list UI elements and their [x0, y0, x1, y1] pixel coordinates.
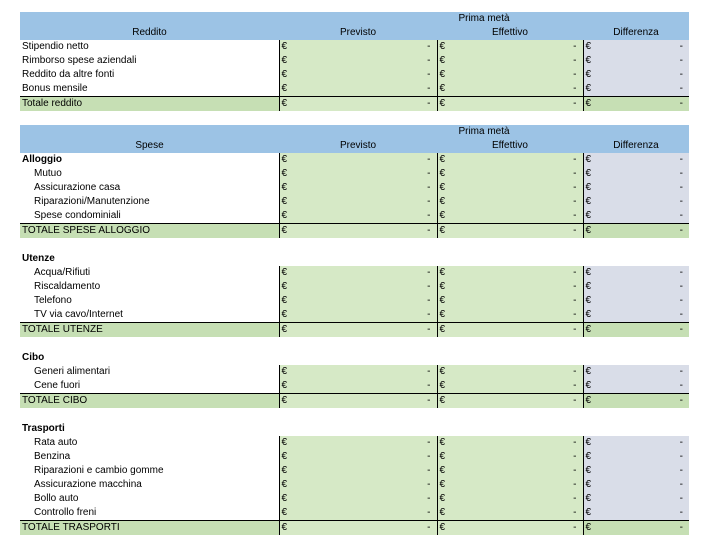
actual-currency-cell[interactable]: €	[437, 464, 449, 478]
planned-currency-cell[interactable]: €	[279, 195, 291, 209]
group-total-row	[20, 224, 689, 239]
column-diff-header: Differenza	[613, 27, 659, 38]
actual-value-cell[interactable]: -	[449, 308, 583, 323]
expense-row	[20, 492, 689, 506]
row-label: Rimborso spese aziendali	[22, 55, 137, 66]
diff-value-cell: -	[595, 492, 689, 506]
group-title-row	[20, 252, 689, 266]
spacer-cell	[20, 337, 689, 351]
empty-cell	[449, 422, 583, 436]
period-header: Prima metà	[458, 13, 510, 24]
planned-value-cell: -	[291, 521, 437, 536]
actual-currency-cell[interactable]: €	[437, 280, 449, 294]
expense-row	[20, 308, 689, 323]
diff-value-cell: -	[595, 68, 689, 82]
budget-spreadsheet	[20, 12, 688, 535]
row-label: Acqua/Rifiuti	[34, 267, 91, 278]
actual-currency-cell[interactable]: €	[437, 266, 449, 280]
diff-currency-cell: €	[583, 280, 595, 294]
planned-currency-cell[interactable]: €	[279, 181, 291, 195]
column-header-row	[20, 26, 689, 40]
actual-value-cell[interactable]: -	[449, 365, 583, 379]
diff-value-cell: -	[595, 521, 689, 536]
column-header-row	[20, 139, 689, 153]
planned-value-cell[interactable]: -	[291, 54, 437, 68]
expense-row	[20, 506, 689, 521]
actual-value-cell: -	[449, 323, 583, 338]
planned-currency-cell: €	[279, 97, 291, 112]
empty-cell	[437, 422, 449, 436]
planned-currency-cell[interactable]: €	[279, 209, 291, 224]
diff-value-cell: -	[595, 195, 689, 209]
column-actual-header: Effettivo	[492, 140, 528, 151]
planned-currency-cell[interactable]: €	[279, 294, 291, 308]
actual-value-cell[interactable]: -	[449, 379, 583, 394]
actual-value-cell[interactable]: -	[449, 209, 583, 224]
row-label: Rata auto	[34, 437, 78, 448]
row-label: Bollo auto	[34, 493, 79, 504]
diff-currency-cell: €	[583, 492, 595, 506]
diff-currency-cell: €	[583, 379, 595, 394]
diff-currency-cell: €	[583, 97, 595, 112]
diff-currency-cell: €	[583, 478, 595, 492]
expense-row	[20, 167, 689, 181]
planned-value-cell[interactable]: -	[291, 464, 437, 478]
diff-value-cell: -	[595, 40, 689, 54]
diff-currency-cell: €	[583, 521, 595, 536]
diff-value-cell: -	[595, 450, 689, 464]
actual-value-cell: -	[449, 521, 583, 536]
income-row	[20, 68, 689, 82]
diff-currency-cell: €	[583, 181, 595, 195]
empty-cell	[437, 351, 449, 365]
actual-currency-cell[interactable]: €	[437, 450, 449, 464]
row-label: Totale reddito	[20, 97, 279, 112]
income-row	[20, 40, 689, 54]
planned-value-cell[interactable]: -	[291, 478, 437, 492]
planned-currency-cell[interactable]: €	[279, 68, 291, 82]
empty-cell	[291, 351, 437, 365]
planned-currency-cell[interactable]: €	[279, 464, 291, 478]
diff-value-cell: -	[595, 167, 689, 181]
row-label: Assicurazione macchina	[34, 479, 142, 490]
row-label: Generi alimentari	[34, 366, 111, 377]
group-total-row	[20, 323, 689, 338]
group-title: Utenze	[22, 253, 55, 264]
empty-cell	[279, 252, 291, 266]
planned-currency-cell[interactable]: €	[279, 54, 291, 68]
diff-value-cell: -	[595, 308, 689, 323]
diff-value-cell: -	[595, 82, 689, 97]
empty-cell	[583, 351, 595, 365]
empty-cell	[279, 351, 291, 365]
empty-cell	[449, 252, 583, 266]
diff-value-cell: -	[595, 394, 689, 409]
planned-currency-cell[interactable]: €	[279, 308, 291, 323]
planned-value-cell: -	[291, 224, 437, 239]
expenses-table	[20, 125, 689, 535]
income-row	[20, 82, 689, 97]
expense-row	[20, 365, 689, 379]
actual-value-cell[interactable]: -	[449, 40, 583, 54]
diff-currency-cell: €	[583, 365, 595, 379]
empty-cell	[595, 422, 689, 436]
header-blank	[20, 12, 279, 26]
planned-value-cell[interactable]: -	[291, 40, 437, 54]
planned-value-cell[interactable]: -	[291, 167, 437, 181]
actual-value-cell[interactable]: -	[449, 436, 583, 450]
row-label: Riscaldamento	[34, 281, 101, 292]
planned-value-cell[interactable]: -	[291, 365, 437, 379]
group-title: Alloggio	[22, 154, 62, 165]
planned-currency-cell[interactable]: €	[279, 379, 291, 394]
expense-row	[20, 436, 689, 450]
diff-value-cell: -	[595, 436, 689, 450]
actual-currency-cell[interactable]: €	[437, 379, 449, 394]
actual-value-cell[interactable]: -	[449, 68, 583, 82]
actual-currency-cell: €	[437, 224, 449, 239]
period-header-row	[20, 12, 689, 26]
row-label: Benzina	[34, 451, 71, 462]
planned-currency-cell[interactable]: €	[279, 436, 291, 450]
planned-currency-cell: €	[279, 323, 291, 338]
planned-value-cell[interactable]: -	[291, 492, 437, 506]
diff-currency-cell: €	[583, 167, 595, 181]
diff-value-cell: -	[595, 464, 689, 478]
column-actual-header: Effettivo	[492, 27, 528, 38]
header-blank	[20, 125, 279, 139]
empty-cell	[595, 252, 689, 266]
income-row	[20, 54, 689, 68]
actual-value-cell[interactable]: -	[449, 153, 583, 167]
diff-currency-cell: €	[583, 82, 595, 97]
actual-currency-cell[interactable]: €	[437, 478, 449, 492]
actual-value-cell[interactable]: -	[449, 54, 583, 68]
actual-currency-cell[interactable]: €	[437, 436, 449, 450]
planned-value-cell[interactable]: -	[291, 82, 437, 97]
group-spacer	[20, 408, 689, 422]
actual-currency-cell[interactable]: €	[437, 181, 449, 195]
diff-currency-cell: €	[583, 308, 595, 323]
diff-currency-cell: €	[583, 506, 595, 521]
actual-value-cell[interactable]: -	[449, 464, 583, 478]
row-label: Controllo freni	[20, 506, 279, 521]
group-title: Trasporti	[22, 423, 65, 434]
actual-currency-cell[interactable]: €	[437, 40, 449, 54]
diff-currency-cell: €	[583, 450, 595, 464]
expense-row	[20, 379, 689, 394]
actual-currency-cell[interactable]: €	[437, 308, 449, 323]
group-title-row	[20, 351, 689, 365]
planned-value-cell: -	[291, 97, 437, 112]
row-label: Reddito da altre fonti	[22, 69, 115, 80]
row-label: Cene fuori	[20, 379, 279, 394]
actual-currency-cell[interactable]: €	[437, 153, 449, 167]
actual-currency-cell[interactable]: €	[437, 54, 449, 68]
diff-value-cell: -	[595, 280, 689, 294]
actual-value-cell[interactable]: -	[449, 167, 583, 181]
diff-currency-cell: €	[583, 436, 595, 450]
diff-currency-cell: €	[583, 68, 595, 82]
expense-row	[20, 464, 689, 478]
actual-value-cell[interactable]: -	[449, 266, 583, 280]
planned-value-cell[interactable]: -	[291, 379, 437, 394]
row-label: Riparazioni e cambio gomme	[34, 465, 164, 476]
planned-value-cell[interactable]: -	[291, 209, 437, 224]
planned-currency-cell[interactable]: €	[279, 478, 291, 492]
actual-currency-cell[interactable]: €	[437, 294, 449, 308]
expense-row	[20, 294, 689, 308]
group-title-row	[20, 153, 689, 167]
row-label: Bonus mensile	[20, 82, 279, 97]
diff-currency-cell: €	[583, 153, 595, 167]
row-label: Riparazioni/Manutenzione	[34, 196, 150, 207]
planned-value-cell[interactable]: -	[291, 195, 437, 209]
actual-currency-cell[interactable]: €	[437, 68, 449, 82]
planned-currency-cell[interactable]: €	[279, 153, 291, 167]
empty-cell	[449, 351, 583, 365]
planned-value-cell[interactable]: -	[291, 280, 437, 294]
diff-value-cell: -	[595, 181, 689, 195]
group-title-row	[20, 422, 689, 436]
diff-currency-cell: €	[583, 266, 595, 280]
actual-currency-cell[interactable]: €	[437, 492, 449, 506]
planned-value-cell[interactable]: -	[291, 68, 437, 82]
row-label: TOTALE SPESE ALLOGGIO	[20, 224, 279, 239]
period-header: Prima metà	[458, 126, 510, 137]
planned-currency-cell[interactable]: €	[279, 280, 291, 294]
actual-currency-cell[interactable]: €	[437, 195, 449, 209]
diff-currency-cell: €	[583, 294, 595, 308]
diff-value-cell: -	[595, 153, 689, 167]
diff-value-cell: -	[595, 506, 689, 521]
group-total-row	[20, 394, 689, 409]
diff-value-cell: -	[595, 294, 689, 308]
column-diff-header: Differenza	[613, 140, 659, 151]
actual-value-cell: -	[449, 224, 583, 239]
planned-value-cell[interactable]: -	[291, 450, 437, 464]
actual-currency-cell[interactable]: €	[437, 365, 449, 379]
actual-value-cell[interactable]: -	[449, 195, 583, 209]
group-spacer	[20, 238, 689, 252]
diff-value-cell: -	[595, 266, 689, 280]
row-label: Spese condominiali	[20, 209, 279, 224]
actual-value-cell[interactable]: -	[449, 506, 583, 521]
column-planned-header: Previsto	[339, 27, 377, 38]
spacer-cell	[20, 408, 689, 422]
period-header-row	[20, 125, 689, 139]
diff-value-cell: -	[595, 209, 689, 224]
planned-value-cell[interactable]: -	[291, 153, 437, 167]
actual-value-cell[interactable]: -	[449, 280, 583, 294]
planned-currency-cell[interactable]: €	[279, 82, 291, 97]
empty-cell	[583, 252, 595, 266]
income-total-row	[20, 97, 689, 112]
group-title: Cibo	[22, 352, 45, 363]
actual-currency-cell: €	[437, 394, 449, 409]
planned-currency-cell[interactable]: €	[279, 266, 291, 280]
diff-value-cell: -	[595, 323, 689, 338]
planned-value-cell: -	[291, 394, 437, 409]
planned-value-cell[interactable]: -	[291, 266, 437, 280]
actual-currency-cell: €	[437, 323, 449, 338]
planned-currency-cell[interactable]: €	[279, 492, 291, 506]
row-label: Mutuo	[34, 168, 62, 179]
actual-value-cell[interactable]: -	[449, 478, 583, 492]
group-total-row	[20, 521, 689, 536]
planned-value-cell[interactable]: -	[291, 294, 437, 308]
actual-currency-cell: €	[437, 521, 449, 536]
diff-currency-cell: €	[583, 40, 595, 54]
expense-row	[20, 181, 689, 195]
actual-value-cell: -	[449, 97, 583, 112]
planned-value-cell[interactable]: -	[291, 181, 437, 195]
planned-currency-cell: €	[279, 224, 291, 239]
column-planned-header: Previsto	[339, 140, 377, 151]
row-label: TOTALE CIBO	[20, 394, 279, 409]
diff-currency-cell: €	[583, 394, 595, 409]
planned-currency-cell: €	[279, 394, 291, 409]
row-label: Assicurazione casa	[34, 182, 121, 193]
diff-currency-cell: €	[583, 209, 595, 224]
actual-value-cell[interactable]: -	[449, 492, 583, 506]
diff-value-cell: -	[595, 97, 689, 112]
planned-value-cell[interactable]: -	[291, 436, 437, 450]
planned-currency-cell[interactable]: €	[279, 167, 291, 181]
planned-currency-cell[interactable]: €	[279, 450, 291, 464]
actual-value-cell[interactable]: -	[449, 181, 583, 195]
actual-currency-cell[interactable]: €	[437, 506, 449, 521]
actual-currency-cell[interactable]: €	[437, 209, 449, 224]
diff-currency-cell: €	[583, 54, 595, 68]
diff-value-cell: -	[595, 224, 689, 239]
expense-row	[20, 450, 689, 464]
row-label: Stipendio netto	[22, 41, 89, 52]
empty-cell	[291, 422, 437, 436]
expense-row	[20, 266, 689, 280]
diff-currency-cell: €	[583, 195, 595, 209]
actual-value-cell: -	[449, 394, 583, 409]
planned-currency-cell[interactable]: €	[279, 365, 291, 379]
diff-currency-cell: €	[583, 224, 595, 239]
empty-cell	[291, 252, 437, 266]
actual-currency-cell[interactable]: €	[437, 82, 449, 97]
empty-cell	[437, 252, 449, 266]
spacer-cell	[20, 238, 689, 252]
expense-row	[20, 280, 689, 294]
row-label: TOTALE UTENZE	[20, 323, 279, 338]
planned-value-cell: -	[291, 323, 437, 338]
planned-currency-cell[interactable]: €	[279, 40, 291, 54]
row-label: TV via cavo/Internet	[20, 308, 279, 323]
planned-currency-cell[interactable]: €	[279, 506, 291, 521]
income-table	[20, 12, 689, 111]
planned-currency-cell: €	[279, 521, 291, 536]
actual-currency-cell: €	[437, 97, 449, 112]
diff-currency-cell: €	[583, 464, 595, 478]
row-label: TOTALE TRASPORTI	[20, 521, 279, 536]
expense-row	[20, 478, 689, 492]
expense-row	[20, 195, 689, 209]
empty-cell	[583, 422, 595, 436]
actual-value-cell[interactable]: -	[449, 294, 583, 308]
diff-value-cell: -	[595, 478, 689, 492]
actual-value-cell[interactable]: -	[449, 82, 583, 97]
actual-value-cell[interactable]: -	[449, 450, 583, 464]
column-label-header: Spese	[135, 140, 164, 151]
planned-value-cell[interactable]: -	[291, 308, 437, 323]
group-spacer	[20, 337, 689, 351]
row-label: Telefono	[34, 295, 72, 306]
actual-currency-cell[interactable]: €	[437, 167, 449, 181]
expense-row	[20, 209, 689, 224]
diff-value-cell: -	[595, 379, 689, 394]
diff-value-cell: -	[595, 365, 689, 379]
column-label-header: Reddito	[132, 27, 167, 38]
diff-currency-cell: €	[583, 323, 595, 338]
empty-cell	[595, 351, 689, 365]
planned-value-cell[interactable]: -	[291, 506, 437, 521]
empty-cell	[279, 422, 291, 436]
diff-value-cell: -	[595, 54, 689, 68]
